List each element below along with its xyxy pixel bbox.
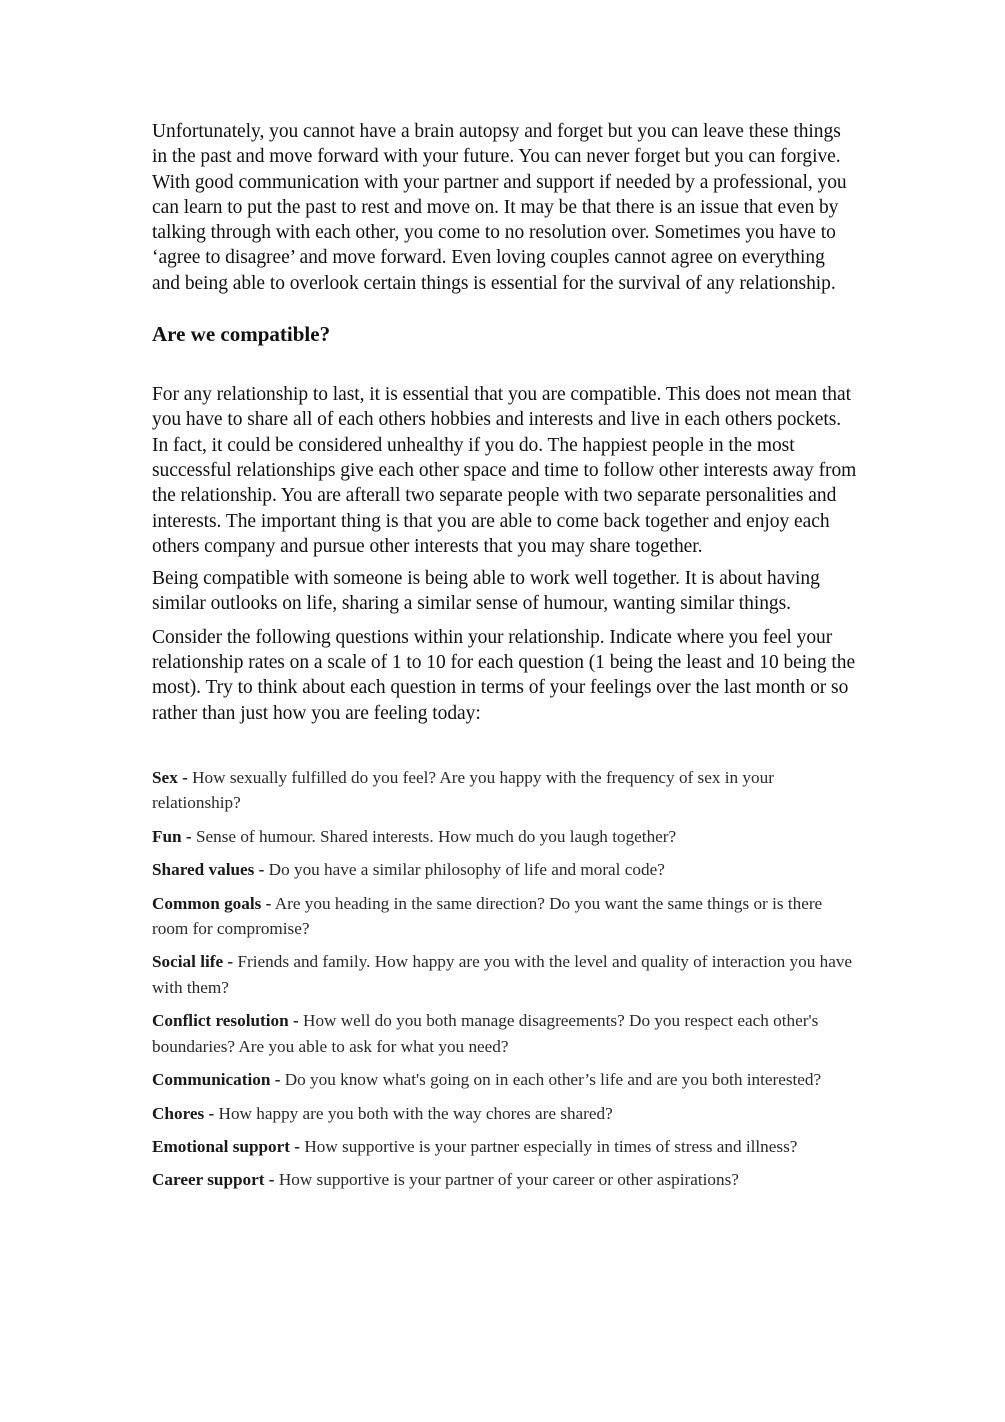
question-text: How sexually fulfilled do you feel? Are you happy with the frequency of sex in your relationship? <box>152 767 774 813</box>
question-text: Friends and family. How happy are you with the level and quality of interaction you have with them? <box>152 952 853 997</box>
question-term: Common goals - <box>152 893 272 913</box>
question-text: How well do you both manage disagreements? Do you respect each other's boundaries? Are you able to ask for what you need? <box>152 1011 819 1056</box>
question-text: How supportive is your partner of your career or other aspirations? <box>278 1170 739 1190</box>
list-item <box>152 1167 857 1192</box>
question-term: Fun - <box>152 826 192 846</box>
question-text: Do you have a similar philosophy of life and moral code? <box>268 860 665 880</box>
definition-paragraph: Being compatible with someone is being able to work well together. It is about having similar outlooks on life, sharing a similar sense of humour, wanting similar things. <box>152 568 820 615</box>
list-item <box>152 765 857 816</box>
question-text: Are you heading in the same direction? Do you want the same things or is there room for compromise? <box>152 893 823 938</box>
question-term: Emotional support - <box>152 1137 301 1156</box>
list-item <box>152 1067 857 1092</box>
question-text: Sense of humour. Shared interests. How much do you laugh together? <box>195 826 677 846</box>
document-page <box>152 119 857 1201</box>
list-item <box>152 949 857 1000</box>
question-text: Do you know what's going on in each other’s life and are you both interested? <box>284 1070 822 1090</box>
compatibility-paragraph: For any relationship to last, it is essential that you are compatible. This does not mean that you have to share all of each others hobbies and interests and live in each others pockets. In fact, it could be considered unhealthy if you do. The happiest people in the most successful relationships give each other space and time to follow other interests away from the relationship. You are afterall two separate people with two separate personalities and interests. The important thing is that you are able to come back together and enjoy each others company and pursue other interests that you may share together. <box>152 384 857 557</box>
question-term: Shared values - <box>152 860 265 880</box>
question-term: Career support - <box>152 1170 275 1190</box>
list-item <box>152 857 857 882</box>
question-term: Conflict resolution - <box>152 1011 299 1031</box>
question-term: Communication - <box>152 1070 281 1090</box>
list-item <box>152 1134 857 1159</box>
questions-list <box>152 765 857 1193</box>
question-term: Sex - <box>152 767 188 787</box>
list-item <box>152 824 857 849</box>
question-term: Chores - <box>152 1103 215 1123</box>
instructions-paragraph: Consider the following questions within your relationship. Indicate where you feel your relationship rates on a scale of 1 to 10 for each question (1 being the least and 10 being the most). Try to think about each question in terms of your feelings over the last month or so rather than just how you are feeling today: <box>152 626 856 724</box>
question-term: Social life - <box>152 952 234 972</box>
question-text: How supportive is your partner especially in times of stress and illness? <box>304 1137 798 1156</box>
list-item <box>152 891 857 942</box>
list-item <box>152 1008 857 1059</box>
list-item <box>152 1101 857 1126</box>
question-text: How happy are you both with the way chores are shared? <box>218 1103 613 1123</box>
section-heading: Are we compatible? <box>152 322 331 347</box>
intro-paragraph: Unfortunately, you cannot have a brain autopsy and forget but you can leave these things in the past and move forward with your future. You can never forget but you can forgive. With good communication with your partner and support if needed by a professional, you can learn to put the past to rest and move on. It may be that there is an issue that even by talking through with each other, you come to no resolution over. Sometimes you have to ‘agree to disagree’ and move forward. Even loving couples cannot agree on everything and being able to overlook certain things is essential for the survival of any relationship. <box>152 121 847 294</box>
